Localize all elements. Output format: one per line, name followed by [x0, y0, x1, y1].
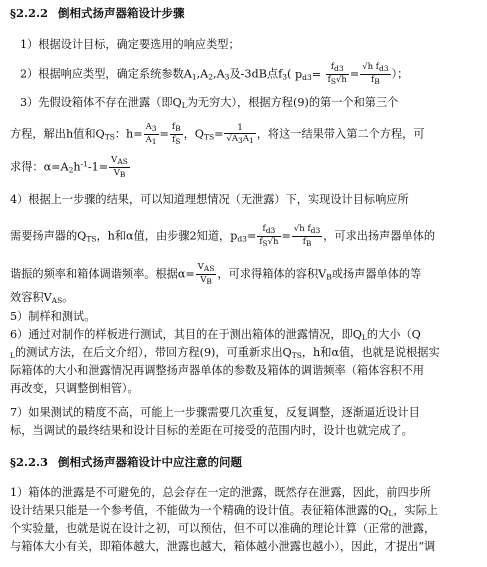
step-3-text-c2: -1=: [87, 160, 109, 174]
fraction-sqrt-h-f3-fb: $\frac{\text{√h fd3}}{fB}$: [362, 62, 389, 86]
fraction-sqrt-h-f3-fb-2: $\frac{\text{√h fd3}}{fB}$: [293, 224, 321, 248]
para2-line-2: 设计结果只能是一个参考值，不能做为一个精确的设计值。表征箱体泄露的$Q_L$，实际上: [10, 504, 439, 518]
step-6-line-2: $_L$的测试方法，在后文介绍），带回方程(9)，可重新求出$Q_{TS}$，h和α值，也就是说根据实: [10, 346, 440, 360]
step-6-line-3: 际箱体的大小和泄露情况再调整扬声器单体的参数及箱体的调谐频率（箱体容积不用: [10, 364, 424, 377]
step-3-line-2: 方程，解出h值和$Q_{TS}$：h= $\frac{A3}{A1}$ = $\frac{fB}{fS}$ ，$Q_{TS}=$ $\frac{1}{√A3A1}$ ，将这一结果带入第二个方程，可: [10, 122, 425, 146]
step-3-text-a: 3）先假设箱体不存在泄露（即Q: [20, 96, 182, 109]
step-2-end: ）；: [391, 67, 409, 81]
step-1: 1）根据设计目标，确定要选用的响应类型；: [20, 38, 240, 51]
step-7-line-1: 7）如果测试的精度不高，可能上一步骤需要几次重复，反复调整，逐渐逼近设计目: [10, 406, 420, 419]
step-6-text-a2: 的大小（Q: [366, 328, 421, 341]
fraction-f3-fs-sqrt-h: $\frac{fd3}{fS√h}$: [327, 62, 347, 86]
step-4-text-c: 谐振的频率和箱体调谐频率。根据α=: [10, 267, 195, 281]
step-6-text-b2: ，h和α值，也就是说根据实: [301, 346, 440, 359]
step-3-h: h: [73, 160, 81, 174]
step-4-text-c2: ，可求得箱体的容积V: [217, 267, 327, 281]
section-number: §2.2.2: [10, 6, 49, 20]
step-4-line-2: 需要扬声器的$Q_{TS}$，h和α值，由步骤2知道，$p_{d3}=$ $\frac{fd3}{fS√h}$ = $\frac{\text{√h fd3}}{fB}$ ，可求出扬声器单体的: [10, 224, 436, 248]
p-d3-symbol: $p_{d3}=$: [294, 67, 322, 82]
fraction-vas-vb-2: $\frac{\text{VAS}}{VB}$: [197, 262, 215, 286]
section-number-2: §2.2.3: [10, 455, 49, 469]
fraction-a3-a1: $\frac{A3}{A1}$: [145, 122, 157, 146]
step-7-line-2: 标，当调试的最终结果和设计目标的差距在可接受的范围内时，设计也就完成了。: [10, 424, 413, 437]
step-6-line-1: 6）通过对制作的样板进行测试，其目的在于测出箱体的泄露情况，即$Q_L$的大小（Q: [10, 328, 421, 342]
step-2: 2）根据响应类型，确定系统参数$A_1,A_2,A_3$及-3dB点$f_3$( $p_{d3}=$ $\frac{fd3}{fS√h}$ = $\frac{\text{√h fd3}}{fB}$ ）；: [20, 62, 409, 86]
section-title-2: 倒相式扬声器箱设计中应注意的问题: [58, 455, 243, 469]
section-heading-design-steps: [10, 6, 185, 21]
step-4-text-d: 效容积V: [10, 291, 52, 304]
para2-line-4: 与箱体大小有关，即箱体越大，泄露也越大，箱体越小泄露也越小），因此，才提出“调: [10, 540, 436, 553]
step-4-text-c3: 或扬声器单体的等: [331, 267, 422, 281]
step-5: 5）制样和测试。: [10, 310, 96, 323]
para2-line-1: 1）箱体的泄露是不可避免的，总会存在一定的泄露，既然存在泄露，因此，前四步所: [10, 486, 432, 499]
step-2-mid: 及-3dB点: [229, 67, 279, 81]
step-4-line-4: 效容积$V_{AS}$。: [10, 291, 74, 305]
fraction-one-sqrt-a3a1: $\frac{1}{√A3A1}$: [226, 123, 254, 145]
fraction-f3-fs-sqrt-h-2: $\frac{fd3}{fS√h}$: [259, 224, 279, 248]
step-3-line-1: 3）先假设箱体不存在泄露（即$Q_L$为无穷大），根据方程(9)的第一个和第三个: [20, 96, 399, 110]
section-title: 倒相式扬声器箱设计步骤: [58, 6, 185, 20]
step-3-text-a2: 为无穷大），根据方程(9)的第一个和第三个: [186, 96, 399, 109]
step-4-text-b: 需要扬声器的Q: [10, 229, 87, 243]
step-4-line-3: 谐振的频率和箱体调谐频率。根据α= $\frac{\text{VAS}}{VB}$ ，可求得箱体的容积$V_B$或扬声器单体的等: [10, 262, 422, 286]
step-6-text-a: 6）通过对制作的样板进行测试，其目的在于测出箱体的泄露情况，即Q: [10, 328, 362, 341]
step-6-line-4: 再改变，只调整倒相管）。: [10, 382, 139, 395]
section-heading-notes: [10, 455, 242, 470]
step-3-line-3: 求得：$\alpha=A_2h^{-1}-1=$ $\frac{\text{VAS}}{VB}$: [10, 155, 128, 179]
f3-symbol: f: [278, 67, 283, 81]
para2-line-2-tail: ，实际上: [393, 504, 439, 517]
fraction-fb-fs: $\frac{fB}{fS}$: [171, 122, 181, 146]
fraction-vas-vb: $\frac{\text{VAS}}{VB}$: [111, 155, 128, 179]
step-3-text-b2: ，将这一结果带入第二个方程，可: [256, 127, 425, 141]
step-3-text-c: 求得：α=A: [10, 160, 69, 174]
para2-line-3: 个实验量，也就是说在设计之初，可以预估，但不可以准确的理论计算（正常的泄露，: [10, 522, 436, 535]
step-2-text: 2）根据响应类型，确定系统参数A: [20, 67, 192, 81]
para2-line-2-text: 设计结果只能是一个参考值，不能做为一个精确的设计值。表征箱体泄露的Q: [10, 504, 389, 517]
step-4-text-b2: ，h和α值，由步骤2知道，p: [96, 229, 238, 243]
step-4-text-b3: ，可求出扬声器单体的: [323, 229, 436, 243]
step-4-line-1: 4）根据上一步骤的结果，可以知道理想情况（无泄露）下，实现设计目标响应所: [10, 193, 409, 206]
step-3-text-b: 方程，解出h值和Q: [10, 127, 105, 141]
step-6-text-b: 的测试方法，在后文介绍），带回方程(9)，可重新求出Q: [14, 346, 292, 359]
